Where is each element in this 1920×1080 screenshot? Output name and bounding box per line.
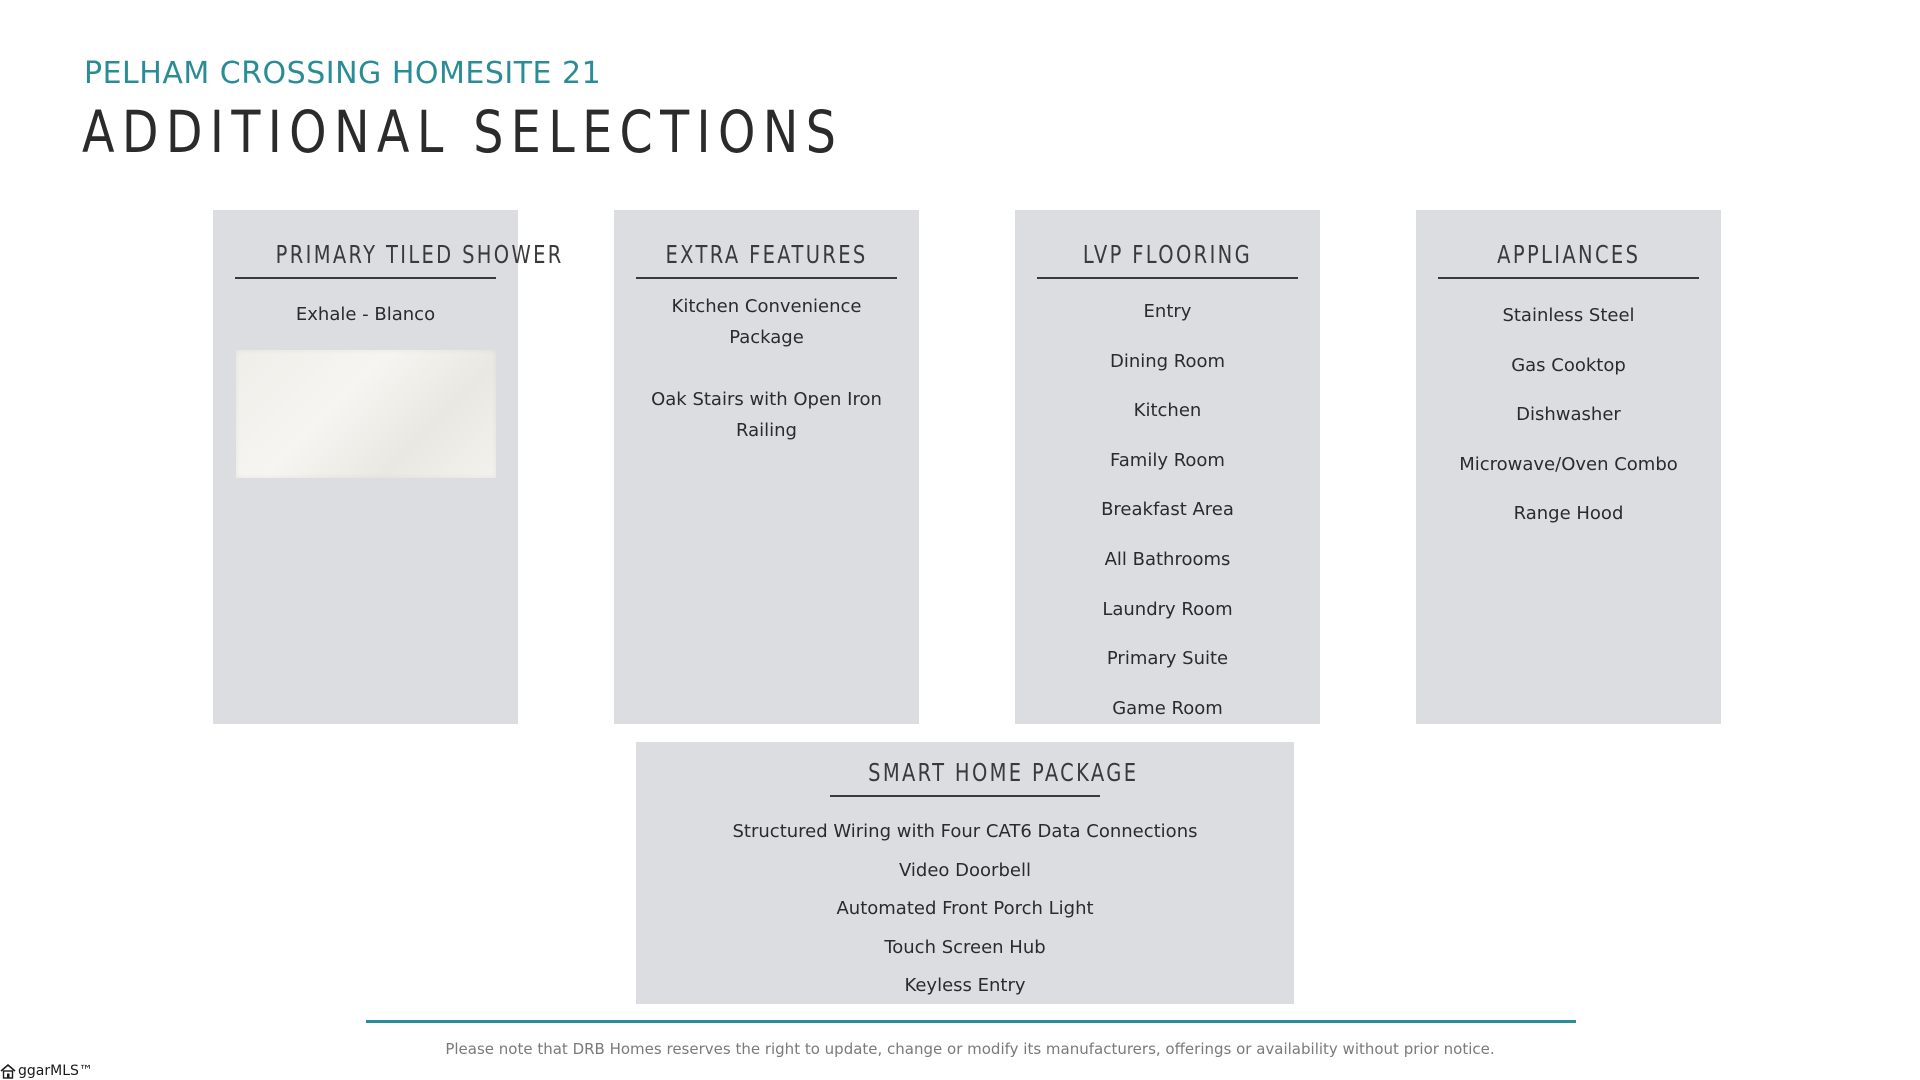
card-extra-features [614,210,919,724]
list-item: Gas Cooktop [1511,354,1626,376]
card-heading [636,240,897,279]
card-lvp-flooring [1015,210,1320,724]
list-item: Kitchen Convenience Package [671,296,862,348]
card-primary-tiled-shower [213,210,564,724]
list-item: Breakfast Area [1101,499,1234,521]
list-item: Dining Room [1109,350,1226,372]
list-item: Video Doorbell [899,859,1031,881]
card-smart-home-package [636,742,1294,1004]
list-item: Stainless Steel [1502,305,1635,326]
card-list [614,291,919,446]
list-item: Entry [1143,301,1192,322]
page-title: ADDITIONAL SELECTIONS [82,98,844,166]
list-item: Kitchen [1133,400,1202,422]
list-item: Automated Front Porch Light [836,898,1094,919]
house-icon [0,1063,16,1079]
card-list [213,299,518,330]
card-list [636,813,1294,1006]
page-subtitle: PELHAM CROSSING HOMESITE 21 [84,56,602,91]
list-item: Primary Suite [1106,648,1229,670]
card-list [1015,287,1320,733]
tile-swatch-image [236,350,496,478]
card-heading [1438,240,1699,279]
list-item: Keyless Entry [904,975,1026,996]
card-heading-text: LVP FLOORING [1082,240,1253,269]
list-item: Oak Stairs with Open Iron Railing [651,389,882,441]
card-heading [1037,240,1298,279]
list-item: Touch Screen Hub [884,936,1046,958]
card-heading [830,758,1139,797]
list-item: Structured Wiring with Four CAT6 Data Connections [732,821,1198,842]
list-item: Dishwasher [1516,404,1621,426]
mls-logo-text: ggarMLS™ [18,1063,93,1079]
list-item: Exhale - Blanco [295,304,436,325]
card-heading [235,240,564,279]
mls-logo [0,1062,93,1080]
card-heading-text: APPLIANCES [1496,240,1641,269]
card-appliances [1416,210,1721,724]
card-heading-text: EXTRA FEATURES [665,240,868,269]
list-item: Family Room [1110,449,1225,471]
list-item: Laundry Room [1102,598,1233,620]
list-item: All Bathrooms [1104,548,1231,570]
card-heading-text: SMART HOME PACKAGE [868,758,1139,787]
list-item: Microwave/Oven Combo [1459,453,1678,475]
footer-divider [366,1020,1576,1023]
card-list [1416,291,1721,539]
footer-disclaimer: Please note that DRB Homes reserves the right to update, change or modify its manufacturers, offerings or availability without prior notice. [445,1040,1495,1058]
card-heading-text: PRIMARY TILED SHOWER [275,240,564,269]
list-item: Game Room [1112,697,1223,719]
list-item: Range Hood [1513,503,1624,525]
